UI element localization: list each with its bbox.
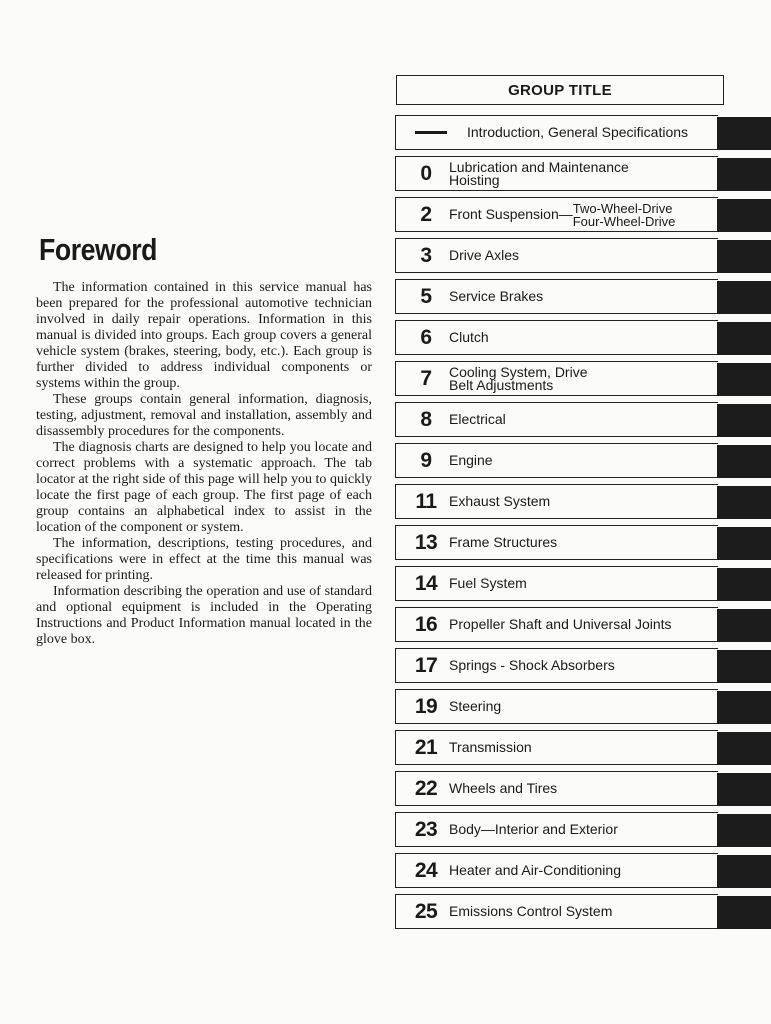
- group-row-14[interactable]: [389, 566, 771, 601]
- group-tab-marker[interactable]: [717, 691, 771, 724]
- group-number: 16: [414, 612, 438, 636]
- group-tab-marker[interactable]: [717, 814, 771, 847]
- group-number: 5: [420, 284, 432, 308]
- group-label-sub1: Two-Wheel-Drive: [572, 200, 673, 216]
- group-label: Fuel System: [449, 575, 527, 591]
- group-label: Service Brakes: [449, 288, 544, 304]
- group-number: 25: [414, 899, 438, 923]
- foreword-paragraph: Information describing the operation and use of standard and optional equipment is included in the Operating Instructions and Product Information manual located in the glove box.: [36, 584, 372, 647]
- foreword-title: Foreword: [39, 232, 158, 267]
- group-label: [449, 361, 588, 396]
- group-tab-marker[interactable]: [717, 855, 771, 888]
- group-tab-marker[interactable]: [717, 117, 771, 150]
- group-number: 3: [420, 243, 432, 267]
- group-label: Engine: [449, 452, 493, 468]
- group-number: 22: [414, 776, 438, 800]
- group-tab-marker[interactable]: [717, 240, 771, 273]
- group-label: Springs - Shock Absorbers: [449, 657, 615, 673]
- group-label: [449, 197, 675, 232]
- group-tab-marker[interactable]: [717, 527, 771, 560]
- group-tab-marker[interactable]: [717, 732, 771, 765]
- group-row-8[interactable]: [389, 402, 771, 437]
- group-tab-marker[interactable]: [717, 404, 771, 437]
- group-row-intro[interactable]: [389, 115, 771, 150]
- group-row-9[interactable]: [389, 443, 771, 478]
- group-number: 19: [414, 694, 438, 718]
- group-label-line1: Cooling System, Drive: [449, 363, 588, 380]
- group-tab-marker[interactable]: [717, 445, 771, 478]
- group-row-23[interactable]: [389, 812, 771, 847]
- foreword-section: [36, 228, 372, 648]
- group-tab-marker[interactable]: [717, 199, 771, 232]
- group-row-16[interactable]: [389, 607, 771, 642]
- group-row-6[interactable]: [389, 320, 771, 355]
- group-row-22[interactable]: [389, 771, 771, 806]
- group-label: [449, 156, 629, 191]
- group-tab-marker[interactable]: [717, 568, 771, 601]
- group-tab-locator: [389, 75, 771, 935]
- group-tab-marker[interactable]: [717, 773, 771, 806]
- group-label: Heater and Air-Conditioning: [449, 862, 621, 878]
- group-label-line2: Hoisting: [449, 171, 500, 188]
- group-number: 6: [420, 325, 432, 349]
- group-label-line1: Lubrication and Maintenance: [449, 158, 629, 175]
- group-number: 14: [414, 571, 438, 595]
- group-tab-marker[interactable]: [717, 363, 771, 396]
- group-row-24[interactable]: [389, 853, 771, 888]
- group-number: 17: [414, 653, 438, 677]
- foreword-body: [36, 280, 372, 648]
- group-row-17[interactable]: [389, 648, 771, 683]
- group-number: 13: [414, 530, 438, 554]
- group-tab-marker[interactable]: [717, 896, 771, 929]
- group-label: Body—Interior and Exterior: [449, 821, 618, 837]
- foreword-paragraph: These groups contain general information, diagnosis, testing, adjustment, removal and installation, assembly and disassembly procedures for the components.: [36, 392, 372, 439]
- group-label-sub2: Four-Wheel-Drive: [572, 213, 676, 229]
- group-label: Exhaust System: [449, 493, 551, 509]
- group-label: Drive Axles: [449, 247, 520, 263]
- dash-icon: [415, 131, 447, 134]
- group-number: 7: [420, 366, 432, 390]
- foreword-paragraph: The diagnosis charts are designed to help you locate and correct problems with a systematic approach. The tab locator at the right side of this page will help you to quickly locate the first page of each group. The first page of each group contains an alphabetical index to assist in the location of the component or system.: [36, 440, 372, 535]
- group-row-2[interactable]: [389, 197, 771, 232]
- foreword-paragraph: The information, descriptions, testing procedures, and specifications were in effect at the time this manual was released for printing.: [36, 536, 372, 583]
- group-row-13[interactable]: [389, 525, 771, 560]
- group-row-25[interactable]: [389, 894, 771, 929]
- group-row-11[interactable]: [389, 484, 771, 519]
- group-tab-marker[interactable]: [717, 650, 771, 683]
- group-tab-marker[interactable]: [717, 322, 771, 355]
- group-label: Electrical: [449, 411, 506, 427]
- group-label: Transmission: [449, 739, 532, 755]
- group-row-21[interactable]: [389, 730, 771, 765]
- group-number: 11: [415, 489, 437, 513]
- group-row-19[interactable]: [389, 689, 771, 724]
- group-row-3[interactable]: [389, 238, 771, 273]
- group-row-7[interactable]: [389, 361, 771, 396]
- group-tab-marker[interactable]: [717, 281, 771, 314]
- group-tab-marker[interactable]: [717, 158, 771, 191]
- group-label: Emissions Control System: [449, 903, 613, 919]
- group-row-5[interactable]: [389, 279, 771, 314]
- group-label: Clutch: [449, 329, 489, 345]
- group-row-0[interactable]: [389, 156, 771, 191]
- group-title-header: GROUP TITLE: [396, 75, 724, 105]
- group-label: Steering: [449, 698, 502, 714]
- group-number: 24: [414, 858, 438, 882]
- group-number: 23: [414, 817, 438, 841]
- group-list: [389, 115, 771, 929]
- group-tab-marker[interactable]: [717, 609, 771, 642]
- group-number: 2: [420, 202, 432, 226]
- group-number: 9: [420, 448, 432, 472]
- group-label: Introduction, General Specifications: [467, 124, 689, 140]
- group-label-main: Front Suspension—: [449, 206, 573, 222]
- group-number: 8: [420, 407, 432, 431]
- group-label-line2: Belt Adjustments: [449, 376, 554, 393]
- group-label: Frame Structures: [449, 534, 558, 550]
- foreword-paragraph: The information contained in this service manual has been prepared for the professional automotive technician involved in daily repair operations. Information in this manual is divided into groups. Each group covers a general vehicle system (brakes, steering, body, etc.). Each group is further divided to address individual components or systems within the group.: [36, 280, 372, 391]
- group-number: 0: [420, 161, 432, 185]
- group-number: 21: [414, 735, 438, 759]
- group-label: Propeller Shaft and Universal Joints: [449, 616, 672, 632]
- group-tab-marker[interactable]: [717, 486, 771, 519]
- group-label: Wheels and Tires: [449, 780, 558, 796]
